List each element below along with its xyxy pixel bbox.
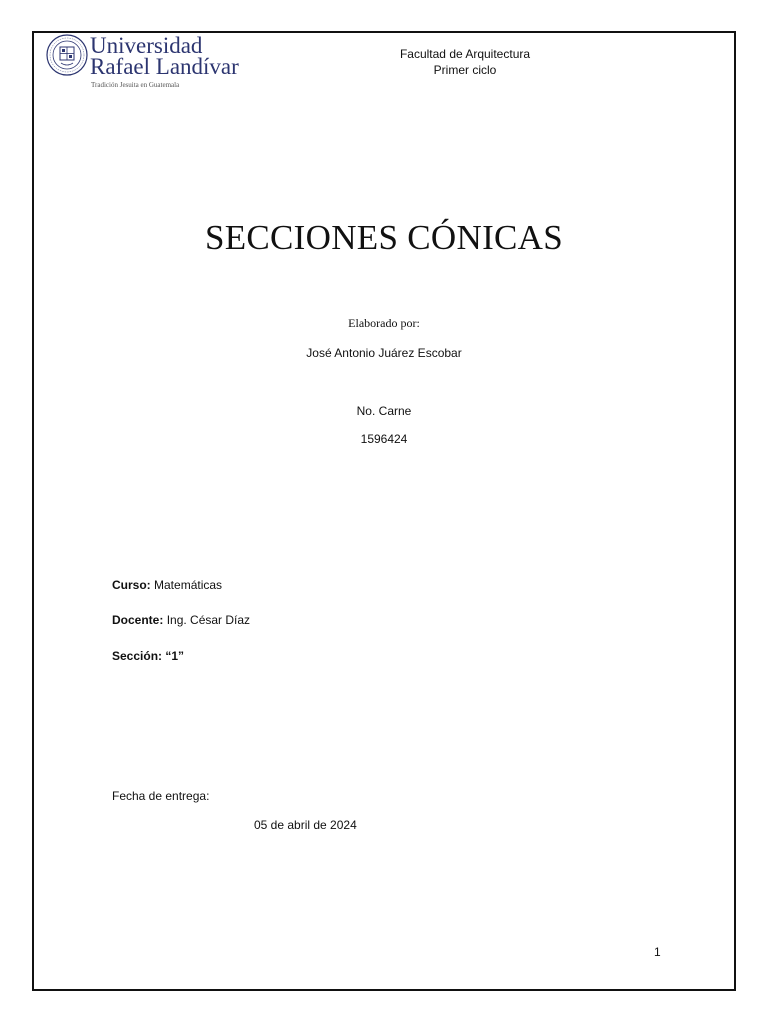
university-seal-icon [46,34,88,76]
faculty-name: Facultad de Arquitectura [399,47,531,61]
document-title: SECCIONES CÓNICAS [204,218,564,257]
teacher-label: Docente: [112,613,164,627]
teacher-value: Ing. César Díaz [166,613,251,627]
section-label: Sección: [112,649,163,663]
page-border [32,31,736,991]
course-line [112,578,222,592]
author-name: José Antonio Juárez Escobar [306,346,462,360]
page-number: 1 [654,945,661,959]
cycle-name: Primer ciclo [433,63,497,77]
section-line [112,649,184,663]
teacher-line [112,613,250,627]
logo-text-line1: Universidad [90,33,203,58]
delivery-date-value: 05 de abril de 2024 [254,818,357,832]
course-label: Curso: [112,578,151,592]
course-value: Matemáticas [154,578,223,592]
header-right [300,46,630,78]
carne-label: No. Carne [356,404,412,418]
section-value: “1” [165,649,185,663]
carne-number: 1596424 [360,432,408,446]
logo-text-line2: Rafael Landívar [90,54,239,79]
elaborated-label: Elaborado por: [348,316,420,330]
delivery-date-label: Fecha de entrega: [112,789,210,803]
logo-tagline: Tradición Jesuita en Guatemala [91,81,180,89]
university-logo [46,33,239,94]
